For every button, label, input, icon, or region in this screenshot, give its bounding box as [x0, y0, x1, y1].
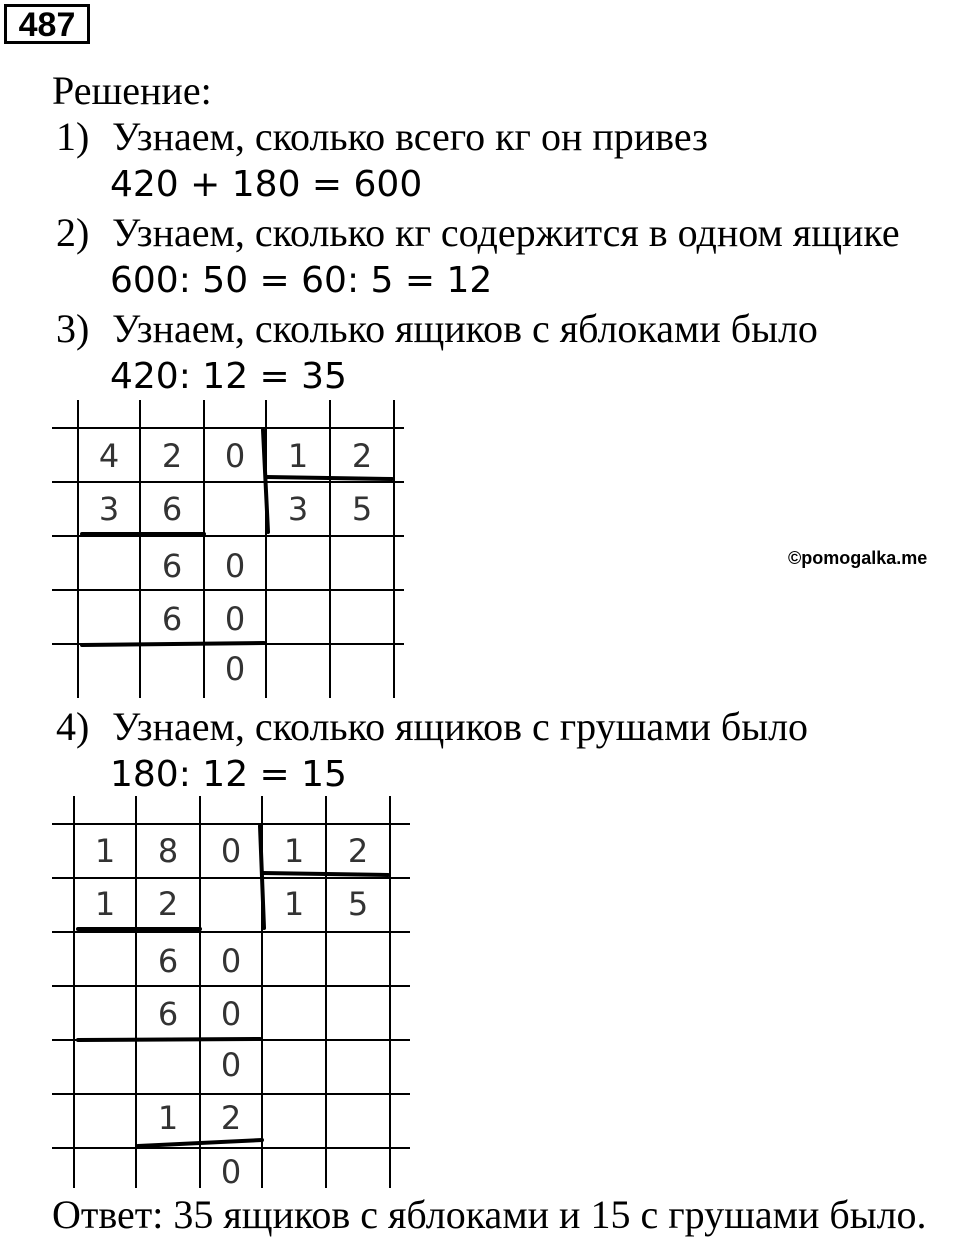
- step-3-marker: 3): [56, 306, 90, 351]
- grid-2-division-bar-vertical: [260, 826, 264, 928]
- grid-1-digit: 6: [161, 490, 183, 528]
- grid-1-digit: 1: [287, 437, 309, 475]
- problem-number: 487: [4, 4, 90, 44]
- step-3-formula: 420: 12 = 35: [110, 356, 347, 397]
- step-3-text: Узнаем, сколько ящиков с яблоками было: [112, 306, 818, 351]
- grid-2-digit: 1: [283, 832, 305, 870]
- step-2-text: Узнаем, сколько кг содержится в одном ящике: [112, 210, 900, 255]
- grid-2-digit: 6: [157, 995, 179, 1033]
- grid-2-digit: 2: [220, 1099, 242, 1137]
- solution-heading: Решение:: [52, 68, 212, 113]
- grid-1-digit: 0: [224, 547, 246, 585]
- grid-2-digit: 0: [220, 832, 242, 870]
- watermark: ©pomogalka.me: [788, 548, 928, 568]
- grid-1-digit: 3: [287, 490, 309, 528]
- grid-1-digit: 0: [224, 650, 246, 688]
- answer-text: Ответ: 35 ящиков с яблоками и 15 с грушами было.: [52, 1192, 927, 1237]
- grid-1-digit: 5: [351, 490, 373, 528]
- grid-2-digit: 0: [220, 995, 242, 1033]
- grid-2-digit: 1: [94, 885, 116, 923]
- grid-1-division-bar-vertical: [263, 430, 268, 532]
- step-1-text: Узнаем, сколько всего кг он привез: [112, 114, 708, 159]
- grid-2-digit: 1: [94, 832, 116, 870]
- grid-1-digit: 4: [98, 437, 120, 475]
- grid-2-digit: 2: [157, 885, 179, 923]
- grid-2-digit: 2: [347, 832, 369, 870]
- grid-2-digit: 1: [283, 885, 305, 923]
- grid-1-digit: 2: [351, 437, 373, 475]
- grid-1-digit: 0: [224, 437, 246, 475]
- grid-1-digit: 2: [161, 437, 183, 475]
- step-4-text: Узнаем, сколько ящиков с грушами было: [112, 704, 809, 749]
- step-1-formula: 420 + 180 = 600: [110, 164, 423, 205]
- step-2-formula: 600: 50 = 60: 5 = 12: [110, 260, 493, 301]
- grid-2-digit: 5: [347, 885, 369, 923]
- grid-1-digit: 3: [98, 490, 120, 528]
- step-2-marker: 2): [56, 210, 90, 255]
- grid-2-divisor-underline: [262, 873, 388, 875]
- grid-2-digit: 6: [157, 942, 179, 980]
- step-4-formula: 180: 12 = 15: [110, 754, 347, 795]
- step-4-marker: 4): [56, 704, 90, 749]
- grid-1-divisor-underline: [266, 477, 392, 479]
- long-division-grid-1: [52, 400, 404, 698]
- grid-2-digit: 0: [220, 1046, 242, 1084]
- grid-2-subtraction-line-2: [78, 1039, 260, 1040]
- grid-1-digit: 0: [224, 600, 246, 638]
- grid-1-digit: 6: [161, 547, 183, 585]
- step-1-marker: 1): [56, 114, 90, 159]
- grid-2-digit: 8: [157, 832, 179, 870]
- grid-2-digit: 0: [220, 942, 242, 980]
- grid-1-subtraction-line-2: [82, 643, 264, 645]
- grid-2-digit: 0: [220, 1153, 242, 1191]
- grid-1-digit: 6: [161, 600, 183, 638]
- grid-2-digit: 1: [157, 1099, 179, 1137]
- long-division-grid-2: [52, 796, 410, 1191]
